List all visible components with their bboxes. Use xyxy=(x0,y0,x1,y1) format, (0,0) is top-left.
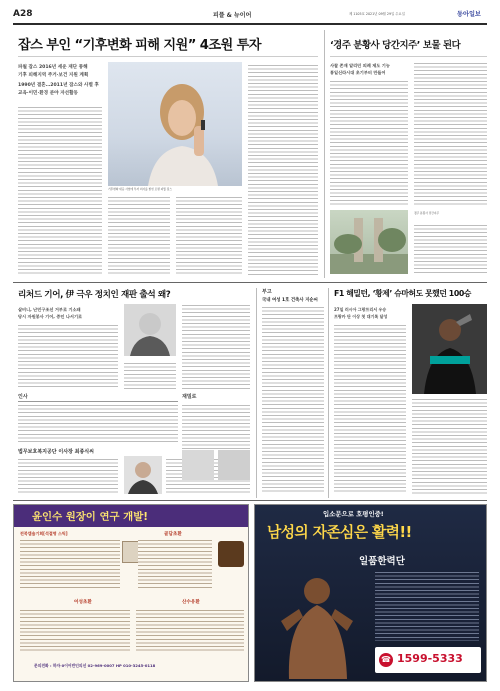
issue-date: 제 1105호 2021년 09월 29일 수요일 xyxy=(349,12,405,16)
ad-right-product: 일품한력단 xyxy=(359,556,405,567)
rule-under-jobs xyxy=(18,56,318,57)
ad-left-headline: 윤인수 원장이 연구 개발! xyxy=(32,511,148,523)
deck-f1 xyxy=(334,306,406,320)
ad-right-text xyxy=(375,571,479,641)
deck-line: 27일 러시아 그랑프리서 우승 xyxy=(334,307,387,312)
people-text-2 xyxy=(18,458,118,494)
photo-shorts-1 xyxy=(182,450,214,480)
headline-f1: F1 해밀턴, ‘황제’ 슈마허도 못했던 100승 xyxy=(334,289,471,298)
phone-icon: ☎ xyxy=(379,653,393,667)
section-rule-1 xyxy=(13,282,487,283)
body-text-pillar-1 xyxy=(330,80,408,206)
people-headline: 법무보호복지공단 이사장 최종식씨 xyxy=(18,449,94,455)
headline-jobs: 잡스 부인 “기후변화 피해 지원” 4조원 투자 xyxy=(18,38,261,53)
portrait-illustration xyxy=(108,62,242,186)
photo-f1 xyxy=(412,304,487,394)
shorts-title: 재밀로 xyxy=(182,394,197,400)
driver-illustration xyxy=(412,304,487,394)
column-divider xyxy=(328,288,329,498)
ad-product-1: 전북캡슐기회[석결명 스틱] xyxy=(20,531,68,536)
deck-line: 기후 피해지역 주거·보건 지원 계획 xyxy=(18,73,89,78)
body-text-f1-1 xyxy=(334,324,406,494)
ad-right xyxy=(254,504,487,682)
ad-product-2: 골담초환 xyxy=(164,532,182,537)
deck-line: 교육·이민·환경 분야 자선활동 xyxy=(18,91,78,96)
portrait-illustration xyxy=(124,456,162,494)
body-text-jobs-2 xyxy=(108,196,170,276)
body-text-gere-3 xyxy=(124,362,176,390)
ad-text-1 xyxy=(20,539,120,589)
deck-line: 사찰 존재 알리던 의례 제도 기능 xyxy=(330,63,390,68)
deck-gere xyxy=(18,306,118,320)
photo-choi xyxy=(124,456,162,494)
shorts-text xyxy=(182,404,250,450)
body-text-gere-1 xyxy=(18,324,118,390)
ad-product-box-2 xyxy=(218,541,244,567)
deck-line: 1990년 결혼…2011년 잡스와 사별 후 xyxy=(18,83,99,88)
people-section-title: 인사 xyxy=(18,394,28,400)
ad-text-3 xyxy=(20,609,130,653)
deck-pillar xyxy=(330,62,408,76)
body-text-gere-2 xyxy=(182,304,250,390)
section-rule-2 xyxy=(13,500,487,501)
obit-text-1 xyxy=(262,306,324,494)
ad-text-4 xyxy=(136,609,244,653)
photo-caption-pillar: 경주 분황사 당간지주 xyxy=(414,211,440,215)
ad-right-promo: 입소문으로 호평인중! xyxy=(323,510,384,518)
people-rule xyxy=(18,401,178,402)
body-text-jobs-4 xyxy=(248,64,318,276)
column-divider xyxy=(256,288,257,498)
photo-pillar xyxy=(330,210,408,274)
deck-line: 당시 자원봉사 기어, 증인 나서기로 xyxy=(18,314,83,319)
deck-line: 파월 잡스 2016년 세운 재단 통해 xyxy=(18,65,88,70)
ad-product-4: 산수유환 xyxy=(182,600,200,605)
deck-line: 통일신라시대 초기부터 만들어 xyxy=(330,70,386,75)
obit-title: 부고 xyxy=(262,289,272,295)
athlete-illustration xyxy=(259,561,369,679)
body-text-pillar-2 xyxy=(414,62,487,206)
ad-right-phone-box xyxy=(375,647,481,673)
people-text xyxy=(18,404,178,444)
ad-hotline: 문의전화 : 하자·0이어반인의선 02-969-0007 HP 010-3245-0118 xyxy=(34,663,156,668)
ad-left xyxy=(13,504,249,682)
photo-shorts-2 xyxy=(218,450,250,480)
section-title: 피플 & 뉴이어 xyxy=(213,12,252,19)
deck-line: 프랑카 단 이상 첫 대기록 달성 xyxy=(334,314,388,319)
photo-gere xyxy=(124,304,176,356)
obit-headline: 국내 여성 1호 건축사 지순씨 xyxy=(262,298,318,303)
rule-under-pillar xyxy=(330,56,487,57)
ad-text-2 xyxy=(138,539,212,589)
stone-pillar-illustration xyxy=(330,210,408,274)
ad-right-headline: 남성의 자존심은 활력!! xyxy=(267,524,412,541)
body-text-jobs-3 xyxy=(176,196,242,276)
page-header xyxy=(13,8,487,22)
deck-line: 살비니, 난민구조선 거부로 기소돼 xyxy=(18,307,81,312)
body-text-f1-2 xyxy=(412,398,487,494)
page-number: A28 xyxy=(13,9,33,19)
body-text-pillar-3 xyxy=(414,224,487,274)
deck-jobs xyxy=(18,64,102,98)
body-text-jobs-1 xyxy=(18,106,102,276)
portrait-illustration xyxy=(124,304,176,356)
photo-caption-jobs: 기후변화 대응 사업에 투자 의사를 밝힌 로렌 파월 잡스 xyxy=(108,187,172,191)
ad-product-3: 어성초환 xyxy=(74,600,92,605)
brand-logo: 동아일보 xyxy=(457,11,481,18)
header-rule xyxy=(13,23,487,25)
headline-gere: 리처드 기어, 伊 극우 정치인 재판 출석 왜? xyxy=(18,290,171,300)
ad-right-phone: 1599-5333 xyxy=(397,652,463,665)
photo-jobs xyxy=(108,62,242,186)
column-divider xyxy=(324,30,325,278)
ad-left-banner xyxy=(14,505,248,527)
headline-pillar: ‘경주 분황사 당간지주’ 보물 된다 xyxy=(330,40,461,51)
